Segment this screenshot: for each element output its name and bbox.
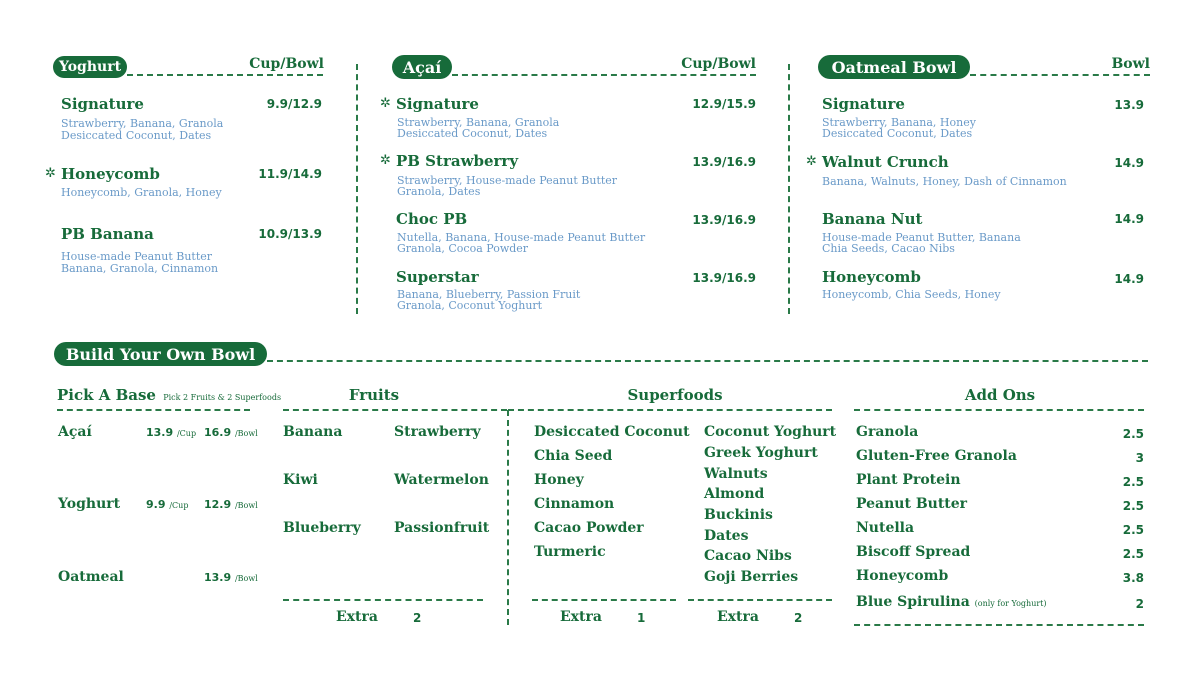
byo-superfood-item: Coconut Yoghurt [704, 424, 837, 440]
acai-item-superstar-desc: Banana, Blueberry, Passion Fruit [397, 288, 581, 301]
yoghurt-item-signature-desc: Desiccated Coconut, Dates [61, 129, 212, 142]
yoghurt-size-label: Cup/Bowl [249, 56, 324, 72]
star-icon: ✲ [380, 96, 391, 111]
byo-base-price-value: 13.9 [204, 571, 232, 584]
oatmeal-item-signature-name: Signature [822, 95, 905, 113]
byo-addons-divider [854, 409, 1144, 411]
byo-superfoods-extra-label-2: Extra [717, 609, 759, 625]
oatmeal-header-divider [970, 74, 1150, 76]
byo-fruit-item: Kiwi [283, 472, 318, 488]
byo-base-oatmeal-name: Oatmeal [58, 569, 124, 585]
acai-item-pb-strawberry-name: PB Strawberry [396, 152, 519, 170]
byo-superfood-item: Chia Seed [534, 448, 613, 464]
byo-superfoods-title: Superfoods [627, 386, 723, 404]
oatmeal-item-honeycomb-price: 14.9 [1114, 272, 1144, 286]
byo-base-yoghurt-name: Yoghurt [58, 496, 121, 512]
byo-addon-price: 2.5 [1122, 523, 1144, 537]
byo-addon-price: 2.5 [1122, 475, 1144, 489]
acai-item-pb-strawberry-desc: Granola, Dates [397, 185, 481, 198]
oatmeal-section-title: Oatmeal Bowl [818, 55, 970, 79]
byo-addon-price: 2 [1135, 597, 1144, 611]
acai-item-signature-price: 12.9/15.9 [692, 97, 756, 111]
star-icon: ✲ [45, 166, 56, 181]
byo-base-yoghurt-bowl-price [204, 498, 258, 511]
byo-base-price-value: 13.9 [146, 426, 174, 439]
yoghurt-item-pb-banana-name: PB Banana [61, 225, 154, 243]
byo-fruits-extra-label: Extra [336, 609, 378, 625]
byo-addon-note: (only for Yoghurt) [974, 599, 1047, 608]
byo-addons-title: Add Ons [964, 386, 1036, 404]
acai-item-pb-strawberry-desc: Strawberry, House-made Peanut Butter [397, 174, 618, 187]
acai-header-divider [452, 74, 756, 76]
byo-fruits-title: Fruits [348, 386, 400, 404]
byo-base-price-unit: /Cup [169, 501, 189, 510]
byo-superfood-item: Buckinis [704, 507, 773, 523]
byo-fruit-item: Banana [283, 424, 343, 440]
byo-base-title [57, 386, 281, 404]
byo-header-divider [267, 360, 1148, 362]
byo-base-acai-bowl-price [204, 426, 258, 439]
acai-item-choc-pb-desc: Nutella, Banana, House-made Peanut Butter [397, 231, 646, 244]
byo-addon-price: 3 [1135, 451, 1144, 465]
yoghurt-item-signature-desc: Strawberry, Banana, Granola [61, 117, 224, 130]
byo-addon-blue-spirulina [856, 594, 1047, 610]
oatmeal-item-signature-desc: Strawberry, Banana, Honey [822, 116, 976, 129]
byo-superfood-item: Dates [704, 528, 749, 544]
byo-superfood-item: Walnuts [704, 466, 768, 482]
byo-addon-price: 3.8 [1122, 571, 1144, 585]
acai-item-signature-desc: Desiccated Coconut, Dates [397, 127, 548, 140]
byo-base-oatmeal-bowl-price [204, 571, 258, 584]
byo-addon-name: Plant Protein [856, 472, 961, 488]
byo-base-price-unit: /Bowl [234, 501, 258, 510]
acai-item-choc-pb-name: Choc PB [396, 210, 468, 228]
byo-superfood-item: Cinnamon [534, 496, 615, 512]
byo-addon-name: Peanut Butter [856, 496, 968, 512]
byo-base-price-unit: /Bowl [234, 429, 258, 438]
byo-superfood-item: Cacao Powder [534, 520, 644, 536]
byo-superfood-item: Almond [704, 486, 765, 502]
oatmeal-item-walnut-crunch-name: Walnut Crunch [822, 153, 949, 171]
acai-item-signature-name: Signature [396, 95, 479, 113]
yoghurt-header-divider [127, 74, 323, 76]
oatmeal-item-banana-nut-desc: Chia Seeds, Cacao Nibs [822, 242, 955, 255]
acai-item-superstar-name: Superstar [396, 268, 479, 286]
byo-superfoods-extra-price-2: 2 [794, 611, 803, 625]
byo-base-title-text: Pick A Base [57, 386, 156, 404]
byo-base-price-value: 9.9 [146, 498, 166, 511]
column-divider [788, 64, 790, 314]
yoghurt-item-pb-banana-price: 10.9/13.9 [258, 227, 322, 241]
byo-base-price-value: 12.9 [204, 498, 232, 511]
byo-addon-name: Gluten-Free Granola [856, 448, 1017, 464]
byo-base-yoghurt-cup-price [146, 498, 188, 511]
acai-item-pb-strawberry-price: 13.9/16.9 [692, 155, 756, 169]
yoghurt-item-signature-name: Signature [61, 95, 144, 113]
byo-addon-price: 2.5 [1122, 547, 1144, 561]
byo-superfoods-extra-label-1: Extra [560, 609, 602, 625]
acai-item-choc-pb-price: 13.9/16.9 [692, 213, 756, 227]
byo-addon-name: Biscoff Spread [856, 544, 971, 560]
byo-addon-price: 2.5 [1122, 427, 1144, 441]
byo-base-acai-name: Açaí [58, 424, 92, 440]
acai-item-superstar-desc: Granola, Coconut Yoghurt [397, 299, 543, 312]
star-icon: ✲ [380, 153, 391, 168]
byo-section-title: Build Your Own Bowl [54, 342, 267, 366]
byo-fruit-item: Strawberry [394, 424, 481, 440]
star-icon: ✲ [806, 154, 817, 169]
yoghurt-item-pb-banana-desc: Banana, Granola, Cinnamon [61, 262, 219, 275]
oatmeal-item-honeycomb-desc: Honeycomb, Chia Seeds, Honey [822, 288, 1001, 301]
yoghurt-item-pb-banana-desc: House-made Peanut Butter [61, 250, 213, 263]
acai-size-label: Cup/Bowl [681, 56, 756, 72]
byo-superfood-item: Cacao Nibs [704, 548, 792, 564]
byo-superfoods-divider [508, 409, 832, 411]
oatmeal-item-banana-nut-desc: House-made Peanut Butter, Banana [822, 231, 1021, 244]
byo-addon-name: Granola [856, 424, 919, 440]
oatmeal-item-banana-nut-name: Banana Nut [822, 210, 923, 228]
column-divider [356, 64, 358, 314]
byo-base-note: Pick 2 Fruits & 2 Superfoods [163, 393, 282, 402]
byo-base-price-unit: /Bowl [234, 574, 258, 583]
byo-fruit-item: Passionfruit [394, 520, 490, 536]
oatmeal-item-banana-nut-price: 14.9 [1114, 212, 1144, 226]
oatmeal-size-label: Bowl [1111, 56, 1150, 72]
oatmeal-item-signature-price: 13.9 [1114, 98, 1144, 112]
byo-addon-name: Nutella [856, 520, 915, 536]
acai-section-title: Açaí [392, 55, 452, 79]
yoghurt-item-signature-price: 9.9/12.9 [266, 97, 322, 111]
byo-superfood-item: Honey [534, 472, 584, 488]
byo-addon-name: Blue Spirulina [856, 594, 970, 610]
acai-item-superstar-price: 13.9/16.9 [692, 271, 756, 285]
yoghurt-item-honeycomb-price: 11.9/14.9 [258, 167, 322, 181]
byo-addon-price: 2.5 [1122, 499, 1144, 513]
acai-item-choc-pb-desc: Granola, Cocoa Powder [397, 242, 529, 255]
byo-fruit-item: Watermelon [394, 472, 489, 488]
byo-base-price-value: 16.9 [204, 426, 232, 439]
byo-fruit-item: Blueberry [283, 520, 361, 536]
byo-fruits-divider [283, 409, 507, 411]
column-divider [507, 410, 509, 625]
yoghurt-item-honeycomb-desc: Honeycomb, Granola, Honey [61, 186, 222, 199]
oatmeal-item-honeycomb-name: Honeycomb [822, 268, 921, 286]
oatmeal-item-signature-desc: Desiccated Coconut, Dates [822, 127, 973, 140]
byo-superfoods-extra-price-1: 1 [637, 611, 646, 625]
yoghurt-section-title: Yoghurt [53, 56, 127, 78]
byo-superfood-item: Desiccated Coconut [534, 424, 690, 440]
byo-superfood-item: Greek Yoghurt [704, 445, 818, 461]
oatmeal-item-walnut-crunch-price: 14.9 [1114, 156, 1144, 170]
byo-superfoods-extra-divider [532, 599, 676, 601]
acai-item-signature-desc: Strawberry, Banana, Granola [397, 116, 560, 129]
byo-superfoods-extra-divider [688, 599, 832, 601]
byo-addon-name: Honeycomb [856, 568, 949, 584]
byo-fruits-extra-price: 2 [413, 611, 422, 625]
byo-fruits-extra-divider [283, 599, 483, 601]
byo-base-divider [57, 409, 250, 411]
oatmeal-item-walnut-crunch-desc: Banana, Walnuts, Honey, Dash of Cinnamon [822, 175, 1067, 188]
byo-superfood-item: Goji Berries [704, 569, 799, 585]
byo-base-acai-cup-price [146, 426, 196, 439]
byo-superfood-item: Turmeric [534, 544, 606, 560]
yoghurt-item-honeycomb-name: Honeycomb [61, 165, 160, 183]
byo-addons-bottom-divider [854, 624, 1144, 626]
byo-base-price-unit: /Cup [176, 429, 197, 438]
